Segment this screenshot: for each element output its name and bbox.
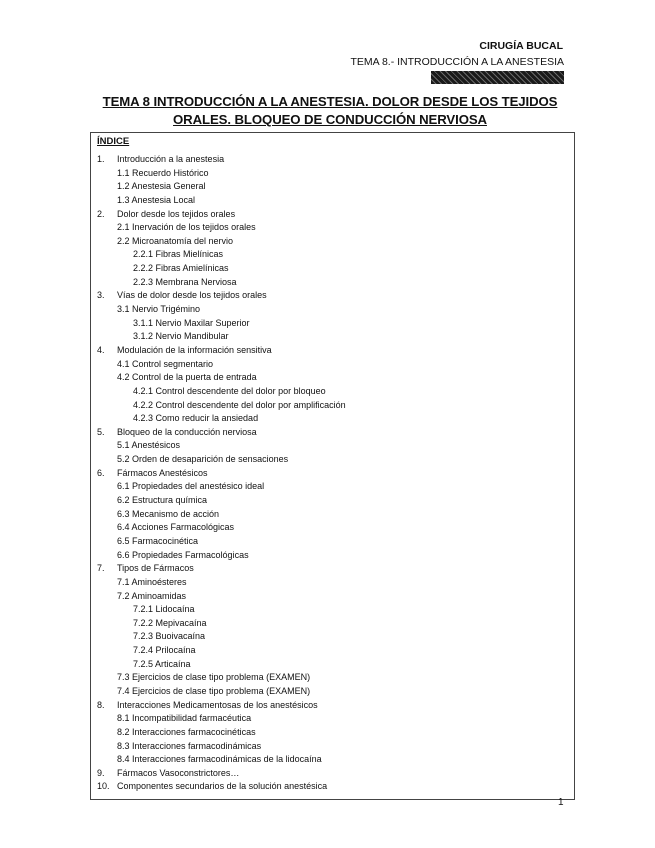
toc-item-label: Fármacos Vasoconstrictores… — [117, 767, 240, 778]
toc-item — [91, 671, 574, 685]
toc-item — [91, 712, 574, 726]
toc-item — [91, 780, 574, 794]
page-number: 1 — [558, 797, 564, 808]
toc-item — [91, 385, 574, 399]
toc-item — [91, 412, 574, 426]
toc-item-number: 9. — [97, 767, 105, 778]
toc-item — [91, 617, 574, 631]
toc-item-number: 2. — [97, 208, 105, 219]
toc-item-label: 4.2.2 Control descendente del dolor por amplificación — [133, 399, 346, 410]
toc-item-label: 6.5 Farmacocinética — [117, 535, 199, 546]
toc-item-label: 6.6 Propiedades Farmacológicas — [117, 549, 249, 560]
toc-item — [91, 248, 574, 262]
toc-item — [91, 549, 574, 563]
toc-item-label: 7.2.2 Mepivacaína — [133, 617, 207, 628]
toc-item — [91, 358, 574, 372]
toc-item-label: 4.1 Control segmentario — [117, 358, 214, 369]
toc-item-label: Dolor desde los tejidos orales — [117, 208, 236, 219]
toc-item-label: 7.1 Aminoésteres — [117, 576, 187, 587]
toc-item — [91, 494, 574, 508]
toc-item-number: 5. — [97, 426, 105, 437]
toc-item-label: 7.2.1 Lidocaína — [133, 604, 195, 615]
toc-item — [91, 371, 574, 385]
toc-item — [91, 208, 574, 222]
table-of-contents — [91, 153, 574, 794]
toc-item — [91, 467, 574, 481]
toc-item-number: 10. — [97, 781, 110, 792]
toc-item — [91, 508, 574, 522]
toc-item-label: Modulación de la información sensitiva — [117, 344, 272, 355]
toc-item-label: 2.2 Microanatomía del nervio — [117, 235, 234, 246]
toc-item — [91, 576, 574, 590]
toc-item — [91, 535, 574, 549]
toc-item — [91, 399, 574, 413]
toc-item-label: 6.3 Mecanismo de acción — [117, 508, 220, 519]
toc-item-label: 5.1 Anestésicos — [117, 440, 181, 451]
toc-item — [91, 180, 574, 194]
document-title — [60, 93, 600, 129]
title-line-1: TEMA 8 INTRODUCCIÓN A LA ANESTESIA. DOLOR DESDE LOS TEJIDOS — [102, 94, 558, 109]
toc-item — [91, 658, 574, 672]
toc-item-label: 8.4 Interacciones farmacodinámicas de la lidocaína — [117, 754, 322, 765]
toc-item-label: 7.4 Ejercicios de clase tipo problema (EXAMEN) — [117, 685, 311, 696]
toc-item — [91, 603, 574, 617]
toc-item-label: 4.2.1 Control descendente del dolor por bloqueo — [133, 385, 326, 396]
toc-item — [91, 262, 574, 276]
title-line-2: ORALES. BLOQUEO DE CONDUCCIÓN NERVIOSA — [173, 112, 487, 127]
toc-item-label: 1.3 Anestesia Local — [117, 194, 196, 205]
toc-item — [91, 303, 574, 317]
toc-item — [91, 426, 574, 440]
toc-item-label: 1.2 Anestesia General — [117, 181, 206, 192]
toc-item-number: 4. — [97, 344, 105, 355]
toc-item — [91, 740, 574, 754]
toc-item — [91, 221, 574, 235]
toc-item-label: 2.2.3 Membrana Nerviosa — [133, 276, 237, 287]
toc-item-label: Componentes secundarios de la solución anestésica — [117, 781, 328, 792]
toc-item — [91, 590, 574, 604]
toc-item — [91, 453, 574, 467]
toc-item-label: Fármacos Anestésicos — [117, 467, 208, 478]
toc-item — [91, 753, 574, 767]
toc-item-label: 8.1 Incompatibilidad farmacéutica — [117, 713, 252, 724]
toc-item — [91, 767, 574, 781]
toc-item — [91, 344, 574, 358]
toc-item-label: Introducción a la anestesia — [117, 154, 225, 164]
toc-item-number: 1. — [97, 154, 105, 164]
toc-item-number: 3. — [97, 290, 105, 301]
toc-item-label: 6.1 Propiedades del anestésico ideal — [117, 481, 265, 492]
toc-item-label: 2.1 Inervación de los tejidos orales — [117, 222, 256, 233]
header-redacted-bar — [431, 71, 564, 84]
toc-item — [91, 317, 574, 331]
toc-item — [91, 685, 574, 699]
toc-item-label: 6.4 Acciones Farmacológicas — [117, 522, 235, 533]
toc-item-label: 5.2 Orden de desaparición de sensaciones — [117, 454, 289, 465]
toc-item — [91, 726, 574, 740]
toc-item — [91, 153, 574, 167]
toc-item — [91, 167, 574, 181]
index-box — [90, 132, 575, 800]
toc-item-label: Interacciones Medicamentosas de los anestésicos — [117, 699, 318, 710]
toc-item-number: 8. — [97, 699, 105, 710]
header-subject: CIRUGÍA BUCAL — [479, 40, 563, 52]
header-topic: TEMA 8.- INTRODUCCIÓN A LA ANESTESIA — [350, 56, 564, 68]
toc-item-label: 6.2 Estructura química — [117, 495, 208, 506]
toc-item-label: 7.2 Aminoamidas — [117, 590, 187, 601]
toc-item-label: Bloqueo de la conducción nerviosa — [117, 426, 257, 437]
toc-item-number: 7. — [97, 563, 105, 574]
toc-item — [91, 194, 574, 208]
toc-item-label: 3.1.2 Nervio Mandibular — [133, 331, 229, 342]
toc-item-label: 7.3 Ejercicios de clase tipo problema (EXAMEN) — [117, 672, 311, 683]
toc-item-label: 4.2 Control de la puerta de entrada — [117, 372, 257, 383]
toc-item — [91, 330, 574, 344]
index-heading: ÍNDICE — [97, 136, 130, 147]
toc-item — [91, 289, 574, 303]
toc-item — [91, 630, 574, 644]
toc-item-label: 2.2.1 Fibras Mielínicas — [133, 249, 224, 260]
toc-item-label: 7.2.3 Buoivacaína — [133, 631, 206, 642]
toc-item-label: 1.1 Recuerdo Histórico — [117, 167, 209, 178]
toc-item-label: 4.2.3 Como reducir la ansiedad — [133, 413, 259, 424]
toc-item-label: 8.2 Interacciones farmacocinéticas — [117, 726, 256, 737]
toc-item-label: Vías de dolor desde los tejidos orales — [117, 290, 267, 301]
toc-item-label: 3.1 Nervio Trigémino — [117, 304, 201, 315]
toc-item-label: 2.2.2 Fibras Amielínicas — [133, 263, 229, 274]
toc-item-label: 7.2.4 Prilocaína — [133, 645, 196, 656]
toc-item-label: 3.1.1 Nervio Maxilar Superior — [133, 317, 250, 328]
toc-item — [91, 480, 574, 494]
toc-item-label: 8.3 Interacciones farmacodinámicas — [117, 740, 262, 751]
toc-item — [91, 235, 574, 249]
toc-item — [91, 521, 574, 535]
toc-item — [91, 439, 574, 453]
toc-item — [91, 276, 574, 290]
toc-item-number: 6. — [97, 467, 105, 478]
toc-item-label: 7.2.5 Articaína — [133, 658, 191, 669]
toc-item-label: Tipos de Fármacos — [117, 563, 194, 574]
toc-item — [91, 644, 574, 658]
toc-item — [91, 699, 574, 713]
toc-item — [91, 562, 574, 576]
